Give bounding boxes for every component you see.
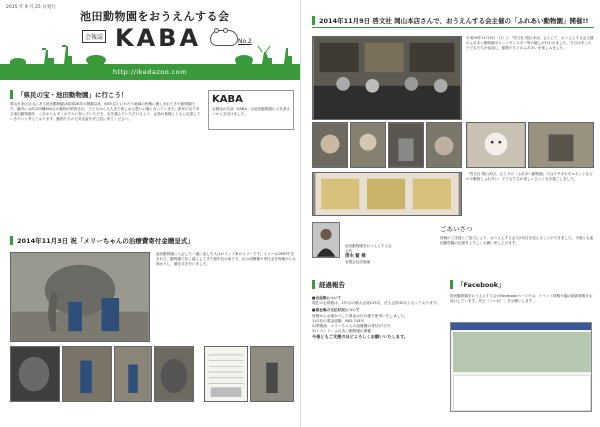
report-item-2: 2)寄贈品：メリーちゃんの治療費の寄付27万円 [312,324,391,329]
photo-small-1 [10,346,60,402]
issue-number: No.2 [238,38,252,45]
profile-line-1: 池田動物園をおうえんする会 [345,244,392,248]
profile-line-4: 有限会社清風庵 [345,259,371,264]
report-footer: 今後ともご支援のほどよろしくお願いいたします。 [312,334,408,340]
report-heading-1: ■会員数について [312,296,342,300]
animal-silhouettes-icon [0,44,300,66]
chairman-profile [345,244,392,265]
photo-small-3 [114,346,152,402]
report-title: 経過報告 [312,280,345,289]
section2-title: 2014年11月3日 祝「メリーちゃんの治療費寄付金贈呈式」 [10,236,194,245]
section2-text: 池田動物園に入会した一番に話した人はのインド象のメリーです。メリーは1967年生まれで、動物園で長く暮らしてきた最年長の象です。足の治療費の寄付金を皆様からお預かりし、贈呈式を行いました。 [156,252,296,266]
event-text-1: 平成26年11月9日（日）に「啓文社 岡山本店」さんにて、おうえんする会主催のふれあい動物園ポケットモンスター等の催しが行われました。当日は多くの子どもたちが参加し、動物たちとのふれあいを楽しみました。 [466,36,594,50]
note-logo: KABA [212,94,243,105]
event-photo-4 [388,122,424,168]
kaba-logo: KABA [115,24,202,52]
facebook-text: 池田動物園をおうえんする会のFacebookページでは、イベント情報や園の最新情報をお届けしています。ぜひ「いいね！」をお願いします。 [450,294,593,303]
newspaper-clip [204,346,248,402]
kaihou-label: 会報誌 [82,30,106,43]
photo-small-2 [62,346,112,402]
greeting-title: ごあいさつ [440,225,473,233]
report-text-2: 皆様からお預かりした募金は次の通り使用いたしました。 [312,313,408,318]
site-url[interactable]: http://ikedazoo.com [112,68,188,76]
section1-text: 岡山市北区京山にある池田動物園は昭和28年の開園以来、60年以上にわたり地域の皆様に親しまれてきた動物園です。園内には約120種600点の動物が飼育され、子どもから大人まで楽しめる憩いの場となっています。県民の宝である池田動物園を、これからも多くの方々に知っていただき、足を運んでいただけるよう、会員の皆様とともに応援していきたいと考えております。動物たちの元気な姿をぜひ見に来てください。 [10,102,201,121]
report-list [312,294,442,340]
event-text-2: 「啓文社 岡山本店」さんでの「ふれあい動物園」ではウサギやモルモットなどの小動物とふれあい、子どもたちが楽しいひとときを過ごしました。 [466,172,593,181]
note-text: 会報誌の名前「KABA」は池田動物園の人気者カバから名付けました。 [212,107,290,116]
event-photo-main [312,36,462,120]
report-text-1: 現在の会員数は、1年目の個人会員125名、法人会員30名となっております。 [312,301,441,306]
elephant-photo [10,252,150,342]
event-photo-5 [426,122,462,168]
title-rule [312,27,594,28]
facebook-title: 「Facebook」 [450,280,505,289]
facebook-cover [453,332,591,372]
photo-small-5 [250,346,294,402]
event-photo-7 [528,122,594,168]
section1-title: 「県民の宝・池田動物園」に行こう！ [10,90,128,99]
event-photo-6 [466,122,526,168]
photo-small-4 [154,346,194,402]
greeting-text: 皆様のご支援とご協力により、おうえんする会も2年目を迎えることができました。今後とも池田動物園の応援をよろしくお願い申し上げます。 [440,236,594,245]
report-item-1: 1)月収の募金総額：862,744円 [312,318,365,323]
report-heading-2: ■募金集の支払状況について [312,308,360,313]
facebook-bar [451,323,591,330]
profile-line-3: 清水 賢 様 [345,254,366,260]
event-title: 2014年11月9日 啓文社 岡山本店さんで、おうえんする会主催の「ふれあい動物園」開催!! [312,16,588,25]
facebook-body [453,375,591,411]
kaba-note-box [208,90,294,130]
facebook-screenshot[interactable] [450,322,592,412]
edition-date: 2015 年 9 月 25 日発行 [6,5,56,10]
profile-line-2: 会長 [345,249,353,254]
event-photo-2 [312,122,348,168]
event-photo-3 [350,122,386,168]
org-title: 池田動物園をおうえんする会 [80,10,230,23]
chairman-portrait [312,222,340,258]
event-photo-8 [312,172,462,216]
report-item-3: 3)イベント：ふれあい動物園の開催 [312,329,372,334]
